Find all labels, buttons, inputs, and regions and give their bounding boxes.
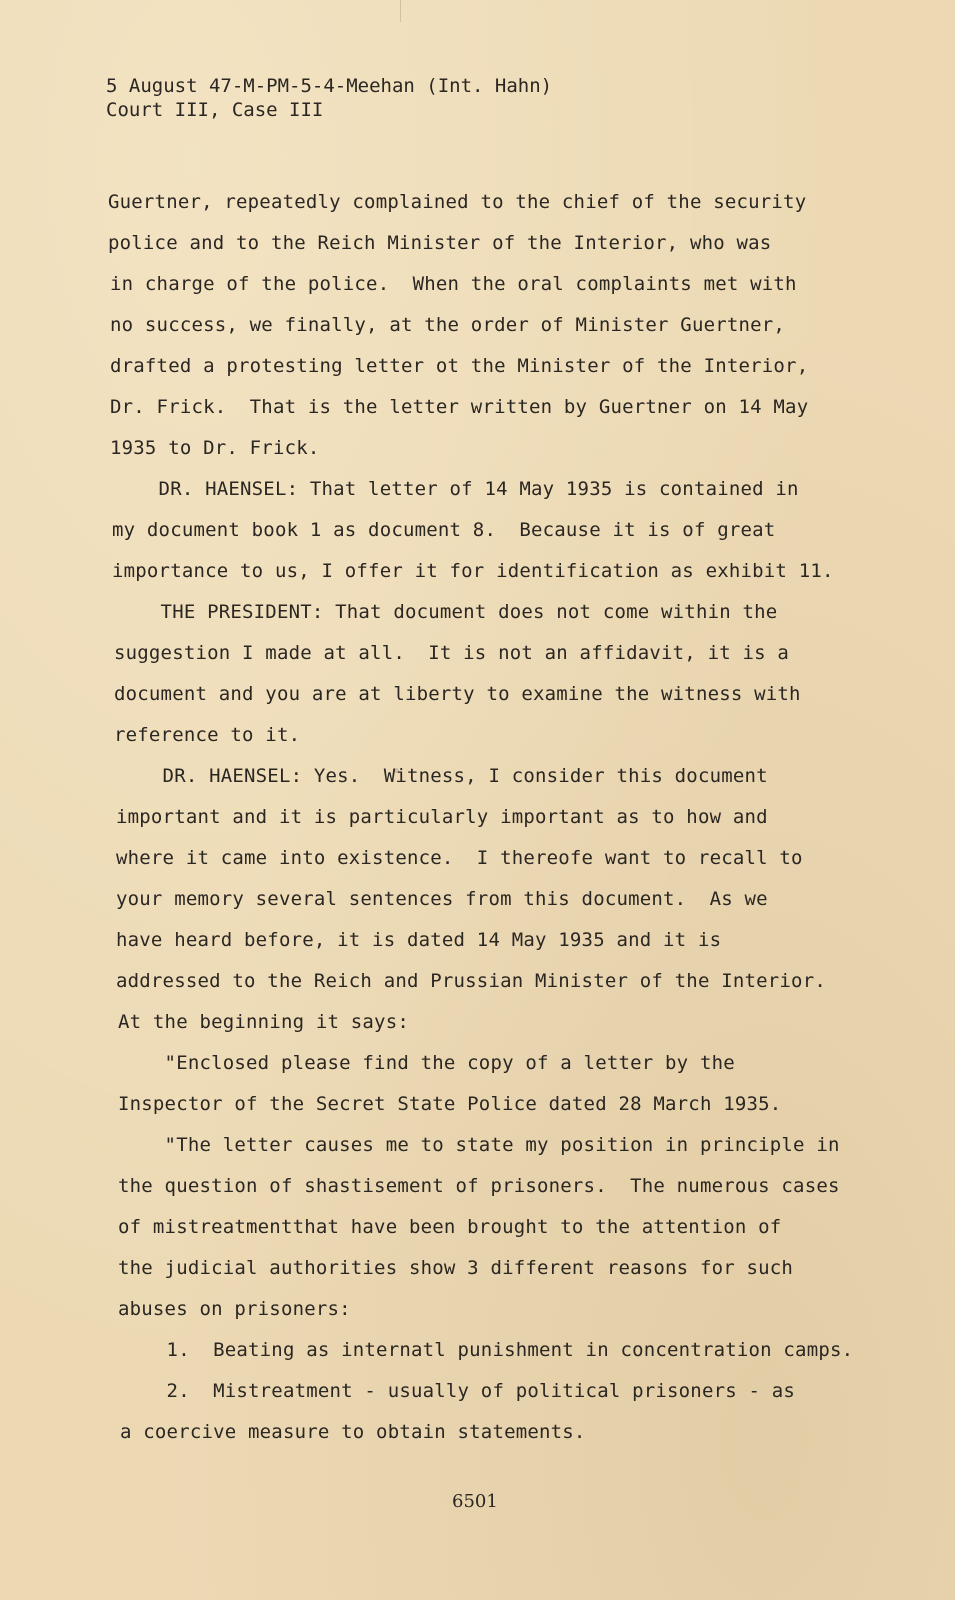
page-number: 6501: [452, 1491, 498, 1512]
body-line: THE PRESIDENT: That document does not come within the: [114, 601, 778, 623]
body-line: no success, we finally, at the order of Minister Guertner,: [110, 314, 786, 336]
body-line: 1935 to Dr. Frick.: [110, 437, 320, 459]
body-line: 2. Mistreatment - usually of political prisoners - as: [120, 1380, 796, 1402]
body-line: the judicial authorities show 3 different reasons for such: [118, 1257, 794, 1279]
body-line: suggestion I made at all. It is not an affidavit, it is a: [114, 642, 790, 664]
body-line: abuses on prisoners:: [118, 1298, 351, 1320]
body-line: document and you are at liberty to examine the witness with: [114, 683, 801, 705]
body-line: your memory several sentences from this document. As we: [116, 888, 768, 910]
body-line: importance to us, I offer it for identification as exhibit 11.: [112, 560, 834, 582]
body-line: reference to it.: [114, 724, 301, 746]
body-line: in charge of the police. When the oral complaints met with: [110, 273, 797, 295]
body-line: "Enclosed please find the copy of a letter by the: [118, 1052, 735, 1074]
body-line: the question of shastisement of prisoners. The numerous cases: [118, 1175, 840, 1197]
body-line: of mistreatmentthat have been brought to the attention of: [118, 1216, 782, 1238]
body-line: important and it is particularly important as to how and: [116, 806, 768, 828]
body-line: "The letter causes me to state my position in principle in: [118, 1134, 840, 1156]
body-line: DR. HAENSEL: Yes. Witness, I consider this document: [116, 765, 768, 787]
body-line: police and to the Reich Minister of the Interior, who was: [108, 232, 772, 254]
body-line: drafted a protesting letter ot the Minister of the Interior,: [110, 355, 809, 377]
body-line: DR. HAENSEL: That letter of 14 May 1935 is contained in: [112, 478, 799, 500]
body-line: 1. Beating as internatl punishment in concentration camps.: [120, 1339, 854, 1361]
header-line-2: Court III, Case III: [106, 99, 324, 121]
body-line: addressed to the Reich and Prussian Minister of the Interior.: [116, 970, 826, 992]
body-line: Guertner, repeatedly complained to the chief of the security: [108, 191, 807, 213]
body-line: Dr. Frick. That is the letter written by Guertner on 14 May: [110, 396, 809, 418]
header-line-1: 5 August 47-M-PM-5-4-Meehan (Int. Hahn): [106, 75, 553, 97]
body-line: Inspector of the Secret State Police dated 28 March 1935.: [118, 1093, 782, 1115]
body-line: a coercive measure to obtain statements.: [120, 1421, 586, 1443]
body-line: have heard before, it is dated 14 May 1935 and it is: [116, 929, 722, 951]
body-line: my document book 1 as document 8. Because it is of great: [112, 519, 776, 541]
body-line: At the beginning it says:: [118, 1011, 409, 1033]
body-line: where it came into existence. I thereofe want to recall to: [116, 847, 803, 869]
